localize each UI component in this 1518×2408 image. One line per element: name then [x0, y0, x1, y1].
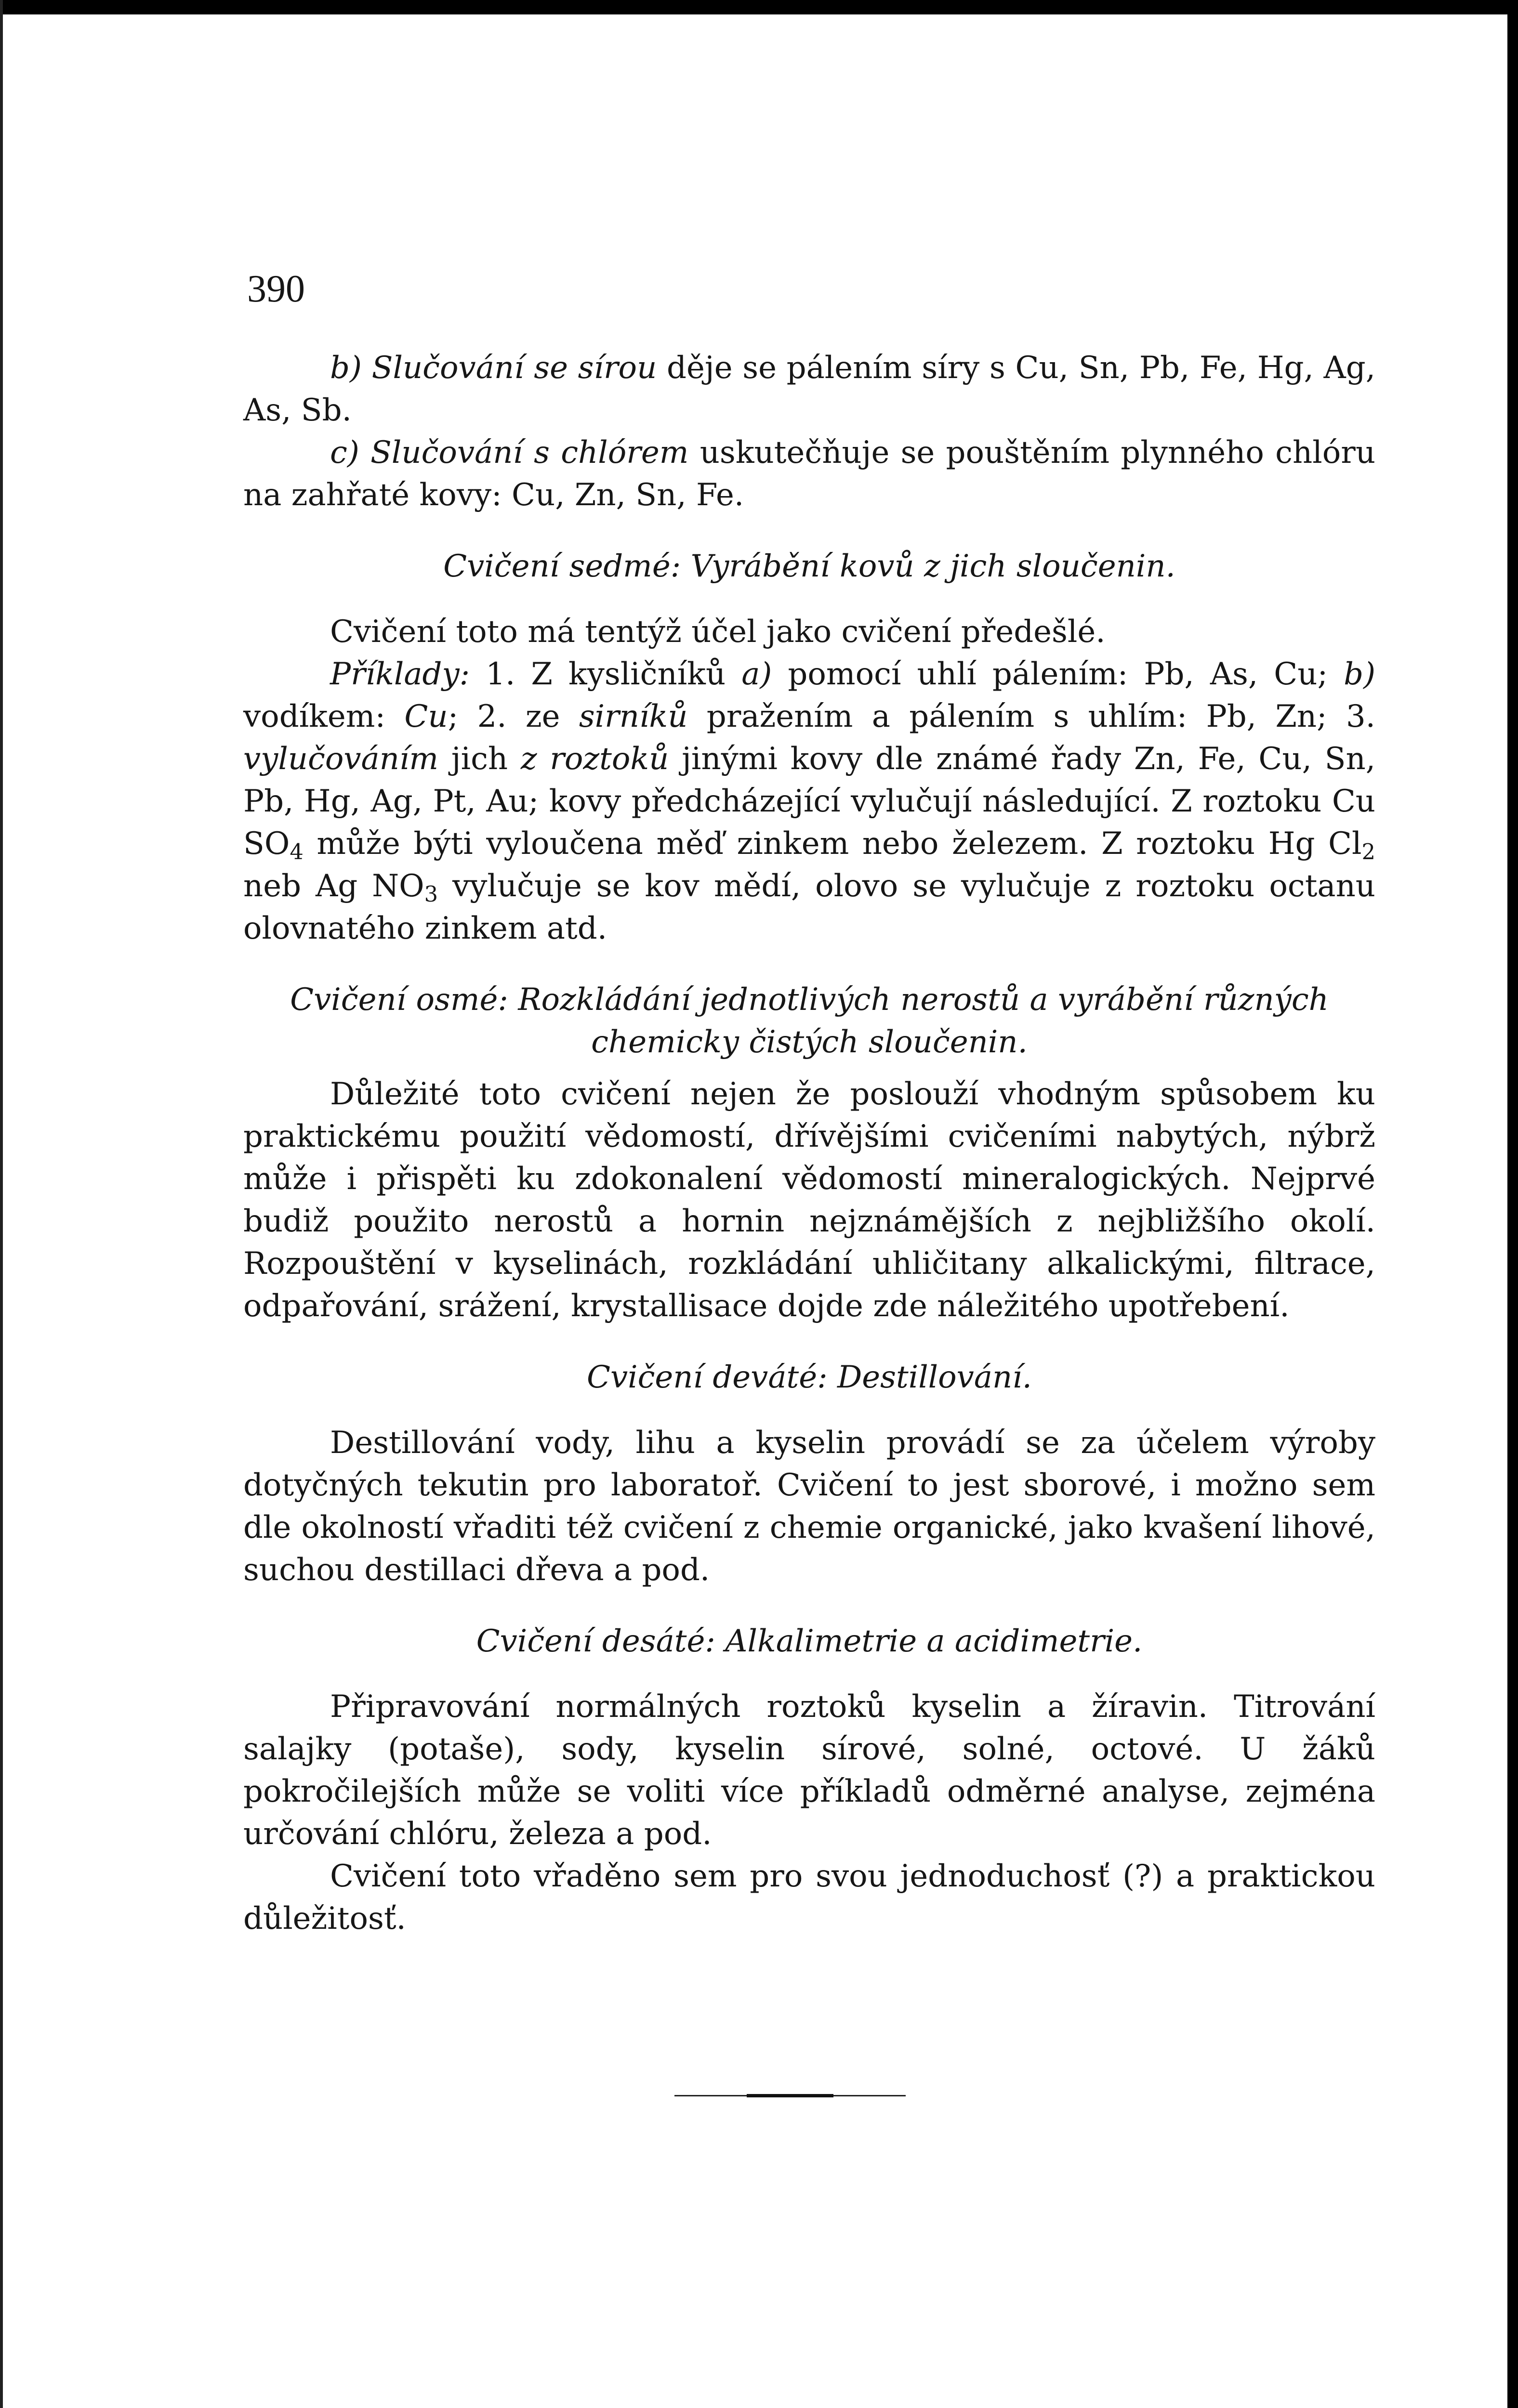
- section10-heading: Cvičení desáté: Alkalimetrie a acidimetrie.: [476, 1623, 1143, 1659]
- section9-heading: Cvičení deváté: Destillování.: [586, 1360, 1032, 1395]
- examples-roztoku: z roztoků: [520, 741, 669, 777]
- examples-label: Příklady:: [330, 656, 470, 692]
- section7-examples: [243, 653, 1375, 950]
- examples-vylucovanim: vylučováním: [243, 741, 439, 777]
- examples-text-2: pomocí uhlí pálením: Pb, As, Cu;: [788, 656, 1328, 692]
- examples-text-1: 1. Z kysličníků: [486, 656, 726, 692]
- examples-a: a): [741, 656, 772, 692]
- examples-text-3: vodíkem:: [243, 699, 386, 734]
- scan-border-left: [0, 0, 3, 2408]
- examples-text-5: pražením a pálením s uhlím: Pb, Zn; 3.: [706, 699, 1375, 734]
- examples-text-4: ; 2. ze: [448, 699, 560, 734]
- item-b-label: b): [330, 350, 362, 386]
- scan-border-top: [0, 0, 1518, 14]
- section8-heading-line1: Cvičení osmé: Rozkládání jednotlivých nerostů a vyrábění různých: [290, 982, 1329, 1018]
- subscript-3: 3: [424, 881, 438, 907]
- section8-heading-line2: chemicky čistých sloučenin.: [591, 1024, 1028, 1060]
- subscript-2: 2: [1361, 839, 1376, 865]
- scan-border-right: [1507, 0, 1518, 2408]
- examples-text-8: může býti vyloučena měď zinkem nebo železem. Z roztoku Hg Cl: [317, 826, 1362, 862]
- section10-paragraph-2: Cvičení toto vřaděno sem pro svou jednoduchosť (?) a praktickou důležitosť.: [243, 1858, 1375, 1937]
- examples-text-9: neb Ag NO: [243, 868, 424, 904]
- page-body: [243, 347, 1375, 1940]
- section10-paragraph-1: Připravování normálných roztoků kyselin a žíravin. Titrování salajky (potaše), sody, kyselin sírové, solné, octové. U žáků pokročilejších může se voliti více příkladů odměrné analyse, zejména určování chlóru, železa a pod.: [243, 1689, 1375, 1852]
- examples-b: b): [1344, 656, 1376, 692]
- subscript-4: 4: [290, 839, 304, 865]
- item-c-label: c): [330, 435, 359, 471]
- page-number: 390: [247, 268, 305, 310]
- item-b-italic: Slučování se sírou: [371, 350, 657, 386]
- section7-paragraph: Cvičení toto má tentýž účel jako cvičení předešlé.: [330, 614, 1106, 650]
- item-b-text: děje se pálením síry s Cu, Sn, Pb, Fe, Hg, Ag, As, Sb.: [243, 350, 1376, 428]
- examples-text-6: jich: [451, 741, 508, 777]
- examples-cu: Cu: [404, 699, 448, 734]
- end-separator-rule: [674, 2094, 906, 2097]
- section9-paragraph: Destillování vody, lihu a kyselin provádí se za účelem výroby dotyčných tekutin pro laboratoř. Cvičení to jest sborové, i možno sem dle okolností vřaditi též cvičení z chemie organické, jako kvašení lihové, suchou destillaci dřeva a pod.: [243, 1425, 1375, 1588]
- section7-heading: Cvičení sedmé: Vyrábění kovů z jich sloučenin.: [443, 549, 1175, 584]
- examples-sirniku: sirníků: [579, 699, 688, 734]
- item-c-italic: Slučování s chlórem: [370, 435, 689, 471]
- section8-paragraph: Důležité toto cvičení nejen že poslouží vhodným spůsobem ku praktickému použití vědomostí, dřívějšími cvičeními nabytých, nýbrž může i přispěti ku zdokonalení vědomostí mineralogických. Nejprvé budiž použito nerostů a hornin nejznámějších z nejbližšího okolí. Rozpouštění v kyselinách, rozkládání uhličitany alkalickými, filtrace, odpařování, srážení, krystallisace dojde zde náležitého upotřebení.: [243, 1076, 1375, 1324]
- item-c: [243, 432, 1375, 516]
- item-b: [243, 347, 1375, 432]
- examples-text-7: jinými kovy dle známé řady Zn, Fe, Cu, Sn, Pb, Hg, Ag, Pt, Au; kovy předcházející vylučují následující. Z roztoku Cu SO: [243, 741, 1376, 862]
- examples-text-10: vylučuje se kov mědí, olovo se vylučuje z roztoku octanu olovnatého zinkem atd.: [243, 868, 1376, 946]
- item-c-text: uskutečňuje se pouštěním plynného chlóru na zahřaté kovy: Cu, Zn, Sn, Fe.: [243, 435, 1376, 513]
